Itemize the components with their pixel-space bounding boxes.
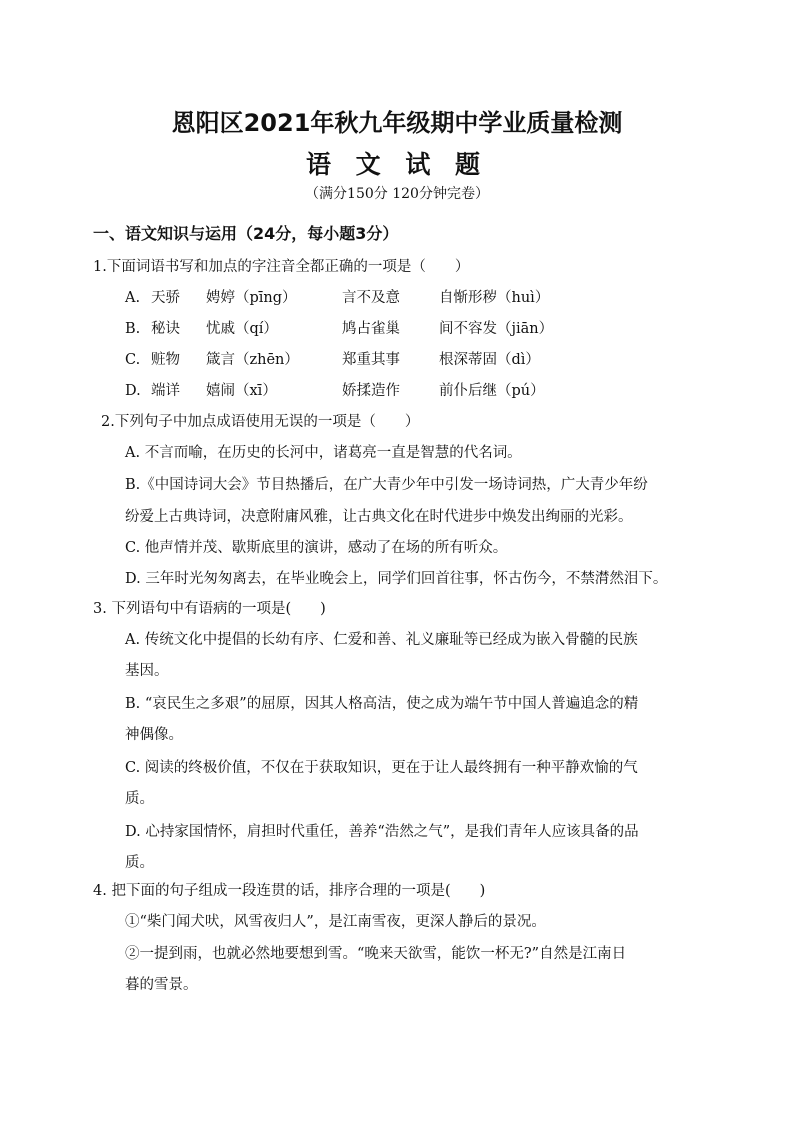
- q2-option-a: A. 不言而喻，在历史的长河中，诸葛亮一直是智慧的代名词。: [125, 445, 522, 461]
- q4-sentence-2-line2: 暮的雪景。: [125, 977, 198, 993]
- q1-option-word: 赃物: [151, 352, 180, 368]
- q3-option-c-line2: 质。: [125, 791, 154, 807]
- q1-option-word: 自惭形秽（huì）: [439, 290, 550, 306]
- q1-option-word: 娇揉造作: [342, 383, 400, 399]
- q1-option-word: 忧戚（qí）: [206, 321, 278, 337]
- q2-option-b-line1: B.《中国诗词大会》节目热播后，在广大青少年中引发一场诗词热，广大青少年纷: [125, 477, 648, 493]
- q3-option-b-line2: 神偶像。: [125, 727, 183, 743]
- q3-option-c-line1: C. 阅读的终极价值，不仅在于获取知识，更在于让人最终拥有一种平静欢愉的气: [125, 760, 638, 776]
- exam-note: （满分150分 120分钟完卷）: [305, 186, 489, 202]
- q1-option-label: A.: [125, 290, 141, 306]
- q1-option-word: 郑重其事: [342, 352, 400, 368]
- q2-option-c: C. 他声情并茂、歇斯底里的演讲，感动了在场的所有听众。: [125, 540, 508, 556]
- q2-stem: 2.下列句子中加点成语使用无误的一项是（ ）: [101, 414, 420, 430]
- q3-stem: 3. 下列语句中有语病的一项是( ): [93, 601, 326, 617]
- q3-option-d-line2: 质。: [125, 855, 154, 871]
- q4-sentence-1: ①“柴门闻犬吠，风雪夜归人”，是江南雪夜，更深人静后的景况。: [125, 914, 546, 930]
- subject-title: 语 文 试 题: [305, 150, 489, 179]
- q3-option-a-line1: A. 传统文化中提倡的长幼有序、仁爱和善、礼义廉耻等已经成为嵌入骨髓的民族: [125, 632, 638, 648]
- q1-option-label: B.: [125, 321, 141, 337]
- q1-option-label: C.: [125, 352, 141, 368]
- q4-sentence-2-line1: ②一提到雨，也就必然地要想到雪。“晚来天欲雪，能饮一杯无?”自然是江南日: [125, 946, 627, 962]
- q1-option-label: D.: [125, 383, 141, 399]
- q1-option-word: 言不及意: [342, 290, 400, 306]
- q2-option-b-line2: 纷爱上古典诗词，决意附庸风雅，让古典文化在时代进步中焕发出绚丽的光彩。: [125, 509, 633, 525]
- q1-stem: 1.下面词语书写和加点的字注音全都正确的一项是（ ）: [93, 259, 470, 275]
- exam-title: 恩阳区2021年秋九年级期中学业质量检测: [171, 109, 623, 137]
- q2-option-d: D. 三年时光匆匆离去，在毕业晚会上，同学们回首往事，怀古伤今，不禁潸然泪下。: [125, 571, 668, 587]
- q1-option-word: 娉婷（pīng）: [206, 290, 297, 306]
- q1-option-word: 端详: [151, 383, 180, 399]
- q3-option-b-line1: B. “哀民生之多艰”的屈原，因其人格高洁，使之成为端午节中国人普遍追念的精: [125, 696, 639, 712]
- q1-option-word: 箴言（zhēn）: [206, 352, 299, 368]
- section-heading: 一、语文知识与运用（24分，每小题3分）: [93, 224, 399, 243]
- q1-option-word: 天骄: [151, 290, 180, 306]
- q3-option-a-line2: 基因。: [125, 663, 169, 679]
- q1-option-word: 鸠占雀巢: [342, 321, 400, 337]
- q1-option-word: 前仆后继（pú）: [439, 383, 545, 399]
- q1-option-word: 根深蒂固（dì）: [439, 352, 540, 368]
- q1-option-word: 间不容发（jiān）: [439, 321, 554, 337]
- q3-option-d-line1: D. 心持家国情怀，肩担时代重任，善养“浩然之气”，是我们青年人应该具备的品: [125, 824, 639, 840]
- q1-option-word: 嬉闹（xī）: [206, 383, 277, 399]
- q4-stem: 4. 把下面的句子组成一段连贯的话，排序合理的一项是( ): [93, 883, 486, 899]
- q1-option-word: 秘诀: [151, 321, 180, 337]
